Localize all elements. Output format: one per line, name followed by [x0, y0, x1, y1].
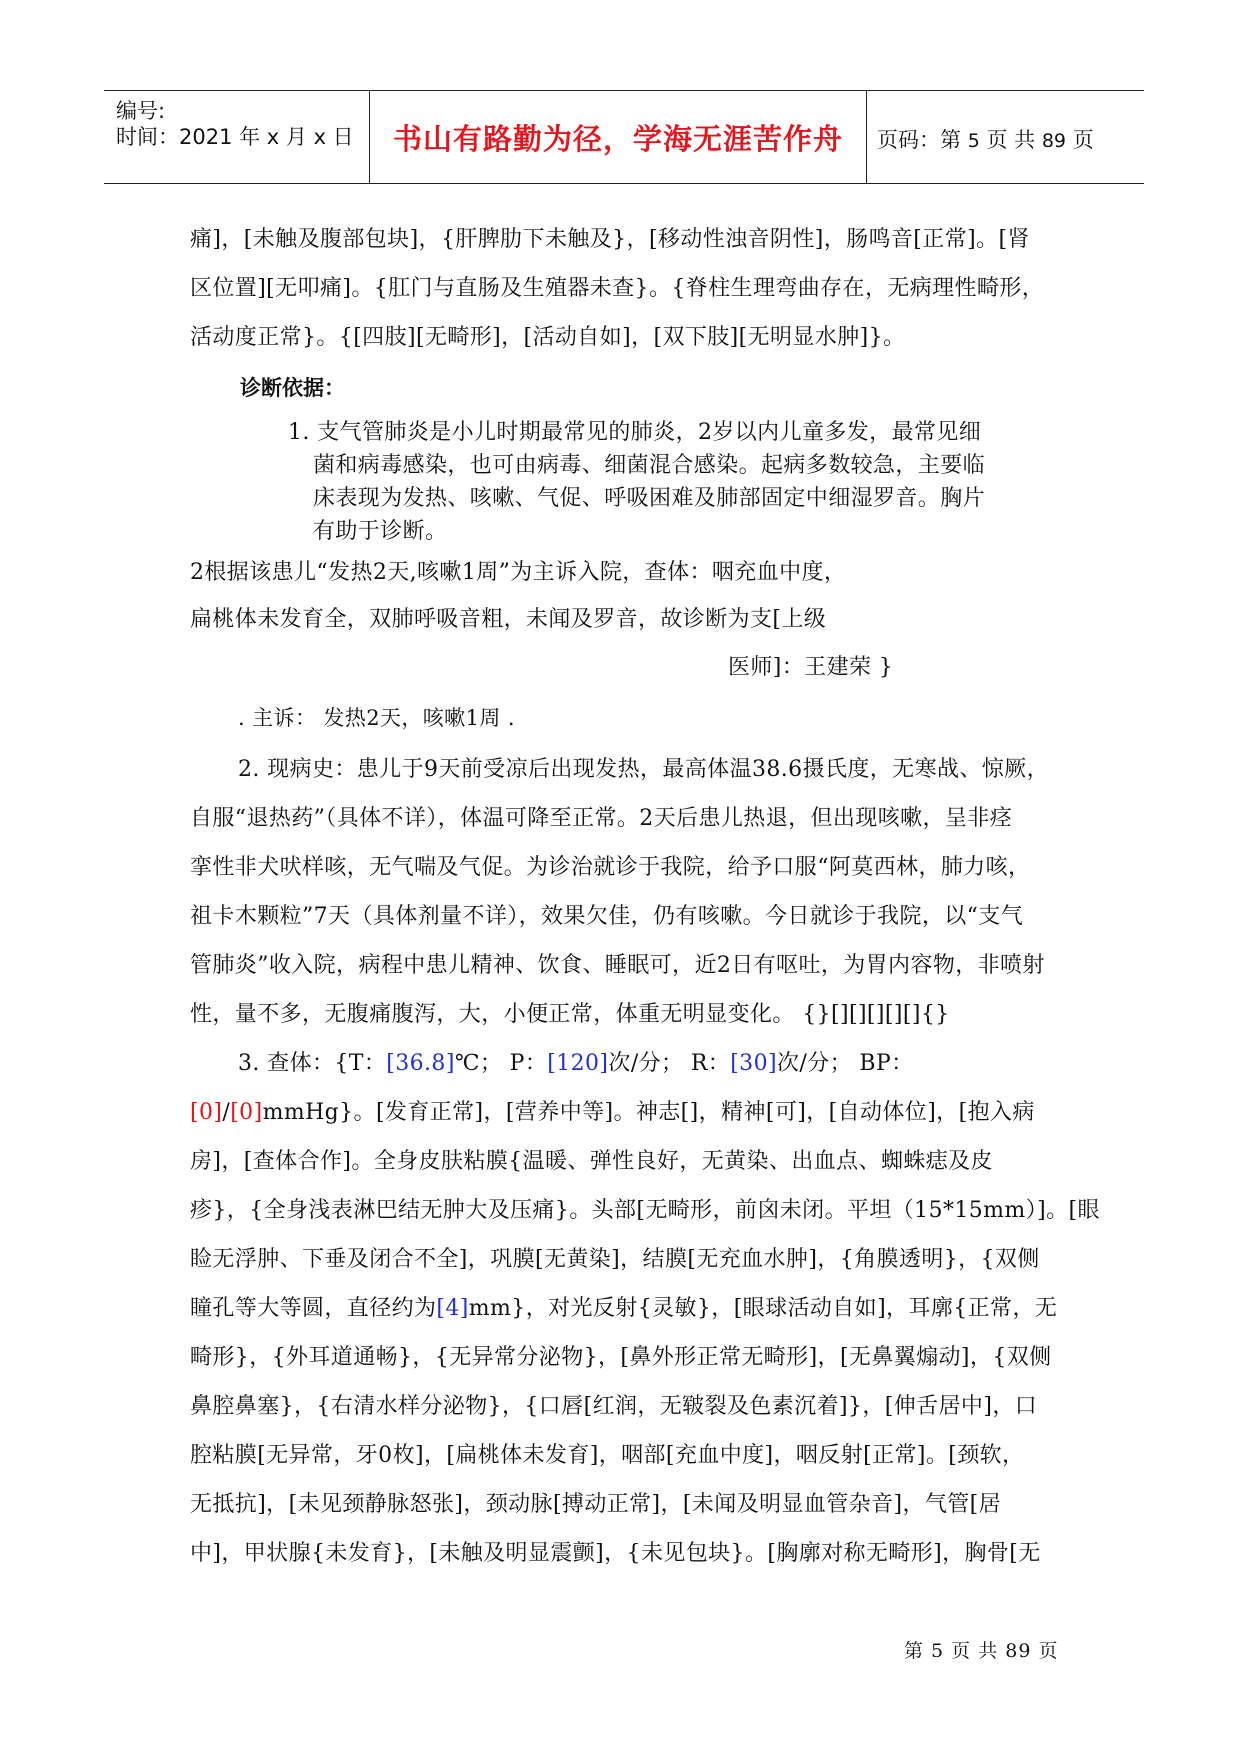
exam-line: 无抵抗]，[未见颈静脉怒张]，颈动脉[搏动正常]，[未闻及明显血管杂音]，气管[居	[190, 1492, 1002, 1517]
text-line: 区位置][无叩痛]。{肛门与直肠及生殖器未查}。{脊柱生理弯曲存在，无病理性畸形，	[190, 276, 1045, 301]
text-line: 活动度正常}。{[四肢][无畸形]，[活动自如]，[双下肢][无明显水肿]}。	[190, 325, 906, 350]
temperature-value: [36.8]	[386, 1051, 455, 1076]
bp-diastolic-value: [0]	[230, 1100, 263, 1125]
page-footer: 第 5 页 共 89 页	[904, 1640, 1059, 1662]
exam-text: mm}，对光反射{灵敏}，[眼球活动自如]，耳廓{正常，无	[468, 1296, 1058, 1321]
chief-complaint-line: . 主诉： 发热2天，咳嗽1周 .	[238, 706, 515, 730]
exam-pupil-line	[190, 1291, 1057, 1322]
text-line: 痛]，[未触及腹部包块]，{肝脾肋下未触及}，[移动性浊音阴性]，肠鸣音[正常]。[肾	[190, 227, 1030, 252]
header-page-info	[877, 124, 1094, 154]
history-line: 性，量不多，无腹痛腹泻，大，小便正常，体重无明显变化。 {}[][][][][]{}	[190, 1002, 950, 1027]
bp-slash: /	[222, 1100, 231, 1125]
diagnosis-item-line: 有助于诊断。	[313, 519, 448, 544]
exam-label-p: ℃； P：	[454, 1051, 548, 1076]
history-line: 管肺炎”收入院，病程中患儿精神、饮食、睡眠可，近2日有呕吐，为胃内容物，非喷射	[190, 953, 1045, 978]
header-motto: 书山有路勤为径，学海无涯苦作舟	[392, 122, 843, 156]
text-line: 扁桃体未发育全，双肺呼吸音粗，未闻及罗音，故诊断为支[上级	[190, 607, 827, 632]
exam-bp-line	[190, 1095, 1035, 1126]
header-left-cell	[104, 91, 369, 183]
page-end-label: 页	[1072, 128, 1094, 152]
exam-line: 畸形}，{外耳道通畅}，{无异常分泌物}，[鼻外形正常无畸形]，[无鼻翼煽动]，{双侧	[190, 1345, 1052, 1370]
history-line: 挛性非犬吠样咳，无气喘及气促。为诊治就诊于我院，给予口服“阿莫西林，肺力咳，	[190, 855, 1031, 880]
header-middle-cell	[369, 91, 867, 183]
exam-line: 腔粘膜[无异常，牙0枚]，[扁桃体未发育]，咽部[充血中度]，咽反射[正常]。[颈软，	[190, 1443, 1025, 1468]
pulse-value: [120]	[547, 1051, 609, 1076]
page-number: 5	[967, 130, 980, 152]
history-line: 自服“退热药”（具体不详），体温可降至正常。2天后患儿热退，但出现咳嗽，呈非痉	[190, 806, 1013, 831]
exam-text: mmHg}。[发育正常]，[营养中等]。神志[]，精神[可]，[自动体位]，[抱入病	[262, 1100, 1035, 1125]
page-total: 89	[1041, 130, 1067, 152]
pupil-diameter-value: [4]	[436, 1296, 469, 1321]
exam-vitals-line	[238, 1046, 914, 1077]
page-label: 页码：第	[877, 128, 961, 152]
bp-systolic-value: [0]	[190, 1100, 223, 1125]
document-time-label: 时间：2021 年 x 月 x 日	[116, 125, 354, 149]
exam-line: 房]，[查体合作]。全身皮肤粘膜{温暖、弹性良好，无黄染、出血点、蜘蛛痣及皮	[190, 1149, 993, 1174]
exam-line: 鼻腔鼻塞}，{右清水样分泌物}，{口唇[红润，无皲裂及色素沉着]}，[伸舌居中]，口	[190, 1394, 1038, 1419]
exam-label-r: 次/分； R：	[608, 1051, 731, 1076]
diagnosis-item-line: 1. 支气管肺炎是小儿时期最常见的肺炎，2岁以内儿童多发，最常见细	[288, 420, 982, 445]
exam-line: 中]，甲状腺{未发育}，[未触及明显震颤]，{未见包块}。[胸廓对称无畸形]，胸骨[无	[190, 1541, 1041, 1566]
respiration-value: [30]	[730, 1051, 777, 1076]
diagnosis-item-line: 菌和病毒感染，也可由病毒、细菌混合感染。起病多数较急，主要临	[313, 453, 986, 478]
history-line: 祖卡木颗粒”7天（具体剂量不详），效果欠佳，仍有咳嗽。今日就诊于我院，以“支气	[190, 904, 1024, 929]
supervising-physician-line: 医师]：王建荣 }	[728, 655, 894, 680]
exam-line: 疹}，{全身浅表淋巴结无肿大及压痛}。头部[无畸形，前囟未闭。平坦（15*15mm）]。[眼	[190, 1198, 1100, 1223]
page-mid-label: 页 共	[986, 128, 1036, 152]
document-number-label: 编号:	[116, 99, 166, 123]
exam-line: 睑无浮肿、下垂及闭合不全]，巩膜[无黄染]，结膜[无充血水肿]，{角膜透明}，{双侧	[190, 1247, 1040, 1272]
diagnosis-item-line: 床表现为发热、咳嗽、气促、呼吸困难及肺部固定中细湿罗音。胸片	[313, 486, 986, 511]
header-right-cell	[865, 91, 1144, 183]
history-line: 2. 现病史：患儿于9天前受凉后出现发热，最高体温38.6摄氏度，无寒战、惊厥，	[238, 757, 1049, 782]
exam-text: 瞳孔等大等圆，直径约为	[190, 1296, 437, 1321]
header-table	[104, 90, 1144, 184]
exam-label-bp: 次/分； BP：	[776, 1051, 914, 1076]
diagnosis-basis-heading: 诊断依据：	[240, 376, 345, 400]
text-line: 2根据该患儿“发热2天,咳嗽1周”为主诉入院，查体：咽充血中度，	[190, 560, 847, 585]
exam-label-t: 3. 查体：{T：	[238, 1051, 387, 1076]
